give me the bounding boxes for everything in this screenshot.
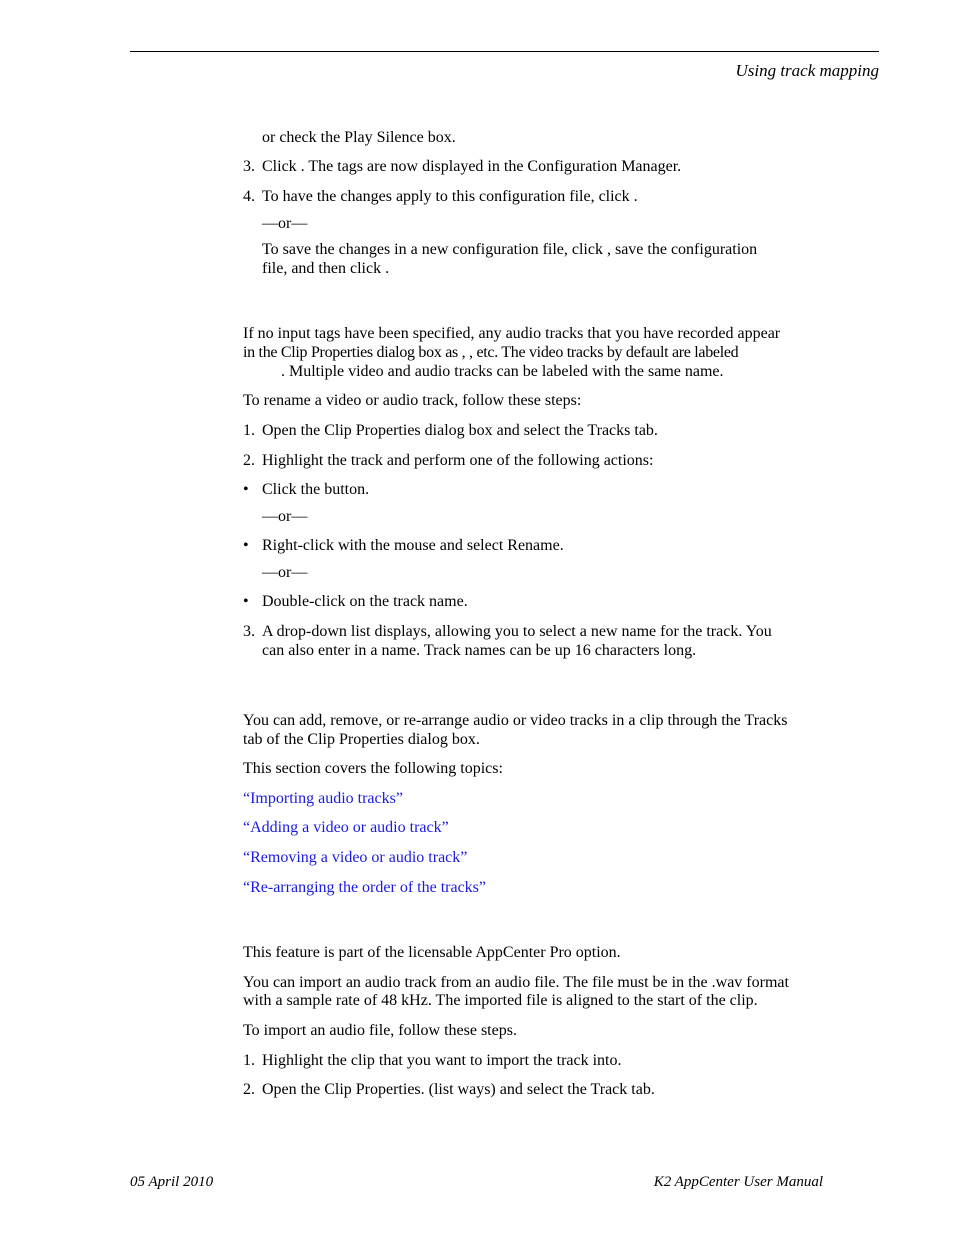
paragraph-line: You can import an audio track from an audio file. The file must be in the .wav format: [243, 974, 789, 991]
paragraph-line: in the Clip Properties dialog box as , , etc. The video tracks by default are labeled: [243, 344, 739, 361]
step-number: 2.: [243, 1081, 255, 1098]
step-number: 1.: [243, 1052, 255, 1069]
or-separator: —or—: [262, 215, 308, 232]
step-text: Click . The tags are now displayed in the Configuration Manager.: [262, 158, 682, 175]
step-number: 4.: [243, 188, 255, 205]
or-separator: —or—: [262, 564, 308, 581]
footer-manual-title: K2 AppCenter User Manual: [653, 1174, 823, 1190]
step-text: Highlight the track and perform one of the following actions:: [262, 452, 654, 469]
intro-text: To import an audio file, follow these steps.: [243, 1022, 517, 1039]
link-importing-audio-tracks[interactable]: “Importing audio tracks”: [243, 790, 403, 807]
continuation-text: or check the Play Silence box.: [262, 129, 456, 146]
paragraph-line: You can add, remove, or re-arrange audio or video tracks in a clip through the Tracks: [243, 712, 788, 729]
link-adding-track[interactable]: “Adding a video or audio track”: [243, 819, 449, 836]
paragraph-line: If no input tags have been specified, any audio tracks that you have recorded appear: [243, 325, 781, 342]
license-note: This feature is part of the licensable AppCenter Pro option.: [243, 944, 621, 961]
link-removing-track[interactable]: “Removing a video or audio track”: [243, 849, 468, 866]
step-text: Open the Clip Properties. (list ways) and select the Track tab.: [262, 1081, 655, 1098]
intro-text: This section covers the following topics:: [243, 760, 503, 777]
step-number: 3.: [243, 623, 255, 640]
step-text: can also enter in a name. Track names can be up 16 characters long.: [262, 642, 697, 659]
paragraph-line: To save the changes in a new configuration file, click , save the configuration: [262, 241, 758, 258]
or-separator: —or—: [262, 508, 308, 525]
step-text: To have the changes apply to this configuration file, click .: [262, 188, 638, 205]
bullet-text: Right-click with the mouse and select Rename.: [262, 537, 564, 554]
bullet-marker: •: [243, 593, 249, 610]
bullet-marker: •: [243, 537, 249, 554]
header-rule: [130, 51, 879, 52]
bullet-text: Double-click on the track name.: [262, 593, 468, 610]
running-header: Using track mapping: [735, 61, 879, 80]
step-number: 3.: [243, 158, 255, 175]
step-text: Open the Clip Properties dialog box and select the Tracks tab.: [262, 422, 658, 439]
step-number: 2.: [243, 452, 255, 469]
bullet-marker: •: [243, 481, 249, 498]
link-rearranging-tracks[interactable]: “Re-arranging the order of the tracks”: [243, 879, 486, 896]
step-number: 1.: [243, 422, 255, 439]
bullet-text: Click the button.: [262, 481, 370, 498]
paragraph-line: with a sample rate of 48 kHz. The imported file is aligned to the start of the clip.: [243, 992, 758, 1009]
intro-text: To rename a video or audio track, follow these steps:: [243, 392, 582, 409]
footer-date: 05 April 2010: [130, 1174, 214, 1190]
paragraph-line: file, and then click .: [262, 260, 390, 277]
step-text: Highlight the clip that you want to import the track into.: [262, 1052, 622, 1069]
paragraph-line: tab of the Clip Properties dialog box.: [243, 731, 480, 748]
step-text: A drop-down list displays, allowing you to select a new name for the track. You: [262, 623, 772, 640]
paragraph-line: . Multiple video and audio tracks can be labeled with the same name.: [281, 363, 724, 380]
